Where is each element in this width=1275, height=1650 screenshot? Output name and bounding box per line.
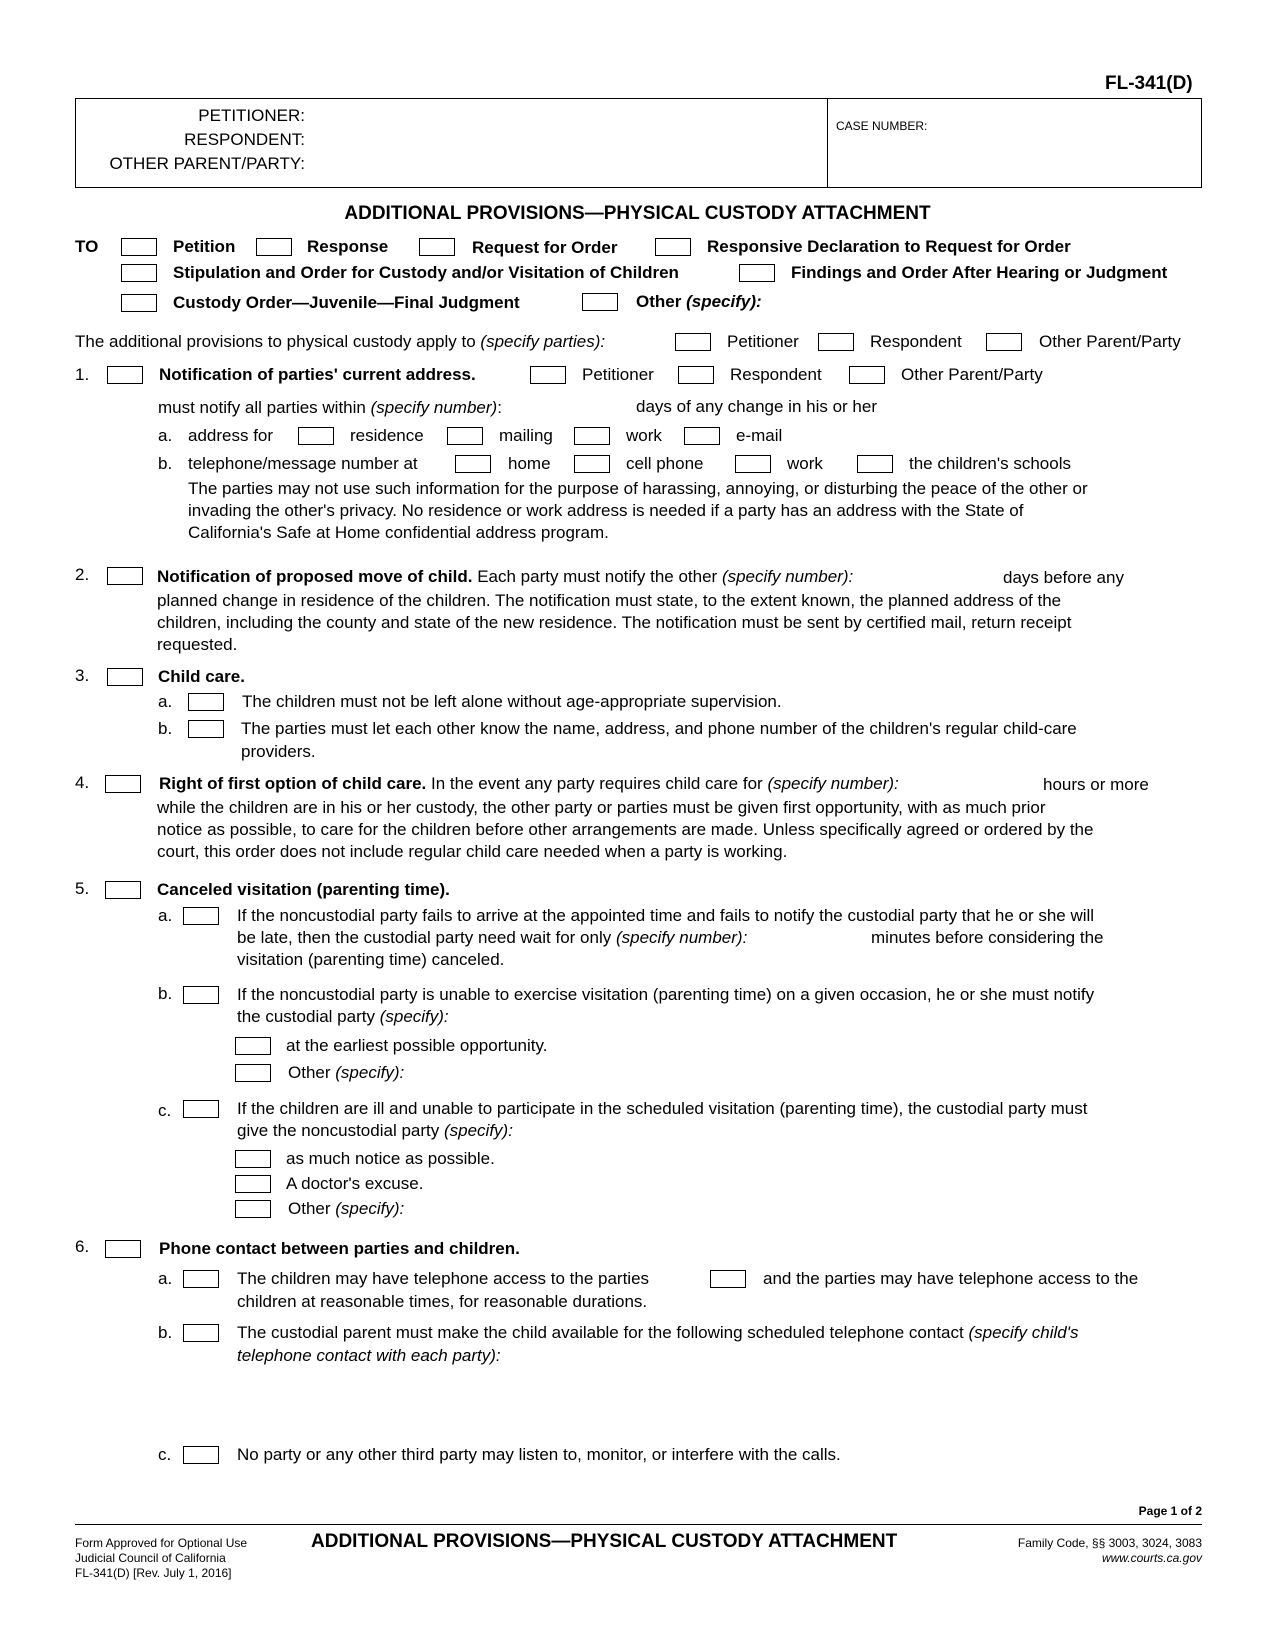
s1-schools-label: the children's schools [909,454,1071,473]
s6-c-label: c. [158,1445,172,1464]
s1-home-checkbox[interactable] [455,455,491,473]
s5-b-label: b. [158,984,173,1003]
s6-b-specify2: telephone contact with each party): [237,1346,501,1365]
s1-para-line2: invading the other's privacy. No residence or work address is needed if a party has an address with the State of [188,501,1024,520]
form-number: FL-341(D) [1105,73,1193,94]
s1-work-address-checkbox[interactable] [574,427,610,445]
s5-b-opt2-specify: (specify): [335,1063,405,1082]
s4-number: 4. [75,773,90,792]
s2-line4: requested. [157,635,238,654]
s5-a-line1: If the noncustodial party fails to arrive at the appointed time and fails to notify the custodial party that he or she will [237,906,1095,925]
s5-a-line2b: minutes before considering the [871,928,1104,947]
s3-b-line2: providers. [241,742,316,761]
s1-other-checkbox[interactable] [849,366,885,384]
s6-b-line1 [237,1322,1078,1344]
s5-b-opt2-label: Other [288,1063,331,1082]
stipulation-label: Stipulation and Order for Custody and/or Visitation of Children [173,263,679,282]
s5-c-opt3-specify: (specify): [335,1199,405,1218]
s1-notify-specify: (specify number) [370,398,498,417]
s6-checkbox[interactable] [105,1240,141,1258]
s2-text1: Each party must notify the other [477,567,718,586]
s1-a-text: address for [188,426,274,445]
s4-checkbox[interactable] [105,775,141,793]
s1-respondent-checkbox[interactable] [678,366,714,384]
s1-email-label: e-mail [736,426,783,445]
footer-right-2: www.courts.ca.gov [1101,1551,1202,1565]
s1-cell-label: cell phone [626,454,704,473]
s4-text2: hours or more [1043,775,1149,794]
s6-b-specify1: (specify child's [968,1323,1079,1342]
s5-b-line2a: the custodial party [237,1007,375,1026]
s5-a-line2a: be late, then the custodial party need wait for only [237,928,612,947]
footer-left-1: Form Approved for Optional Use [75,1536,248,1550]
s6-b-checkbox[interactable] [183,1324,219,1342]
s5-a-line3: visitation (parenting time) canceled. [237,950,505,969]
apply-other-checkbox[interactable] [986,333,1022,351]
s4-line2: while the children are in his or her custody, the other party or parties must be given first opportunity, with as much prior [157,798,1046,817]
petition-checkbox[interactable] [121,238,157,256]
s1-checkbox[interactable] [107,366,143,384]
to-other-label: Other [636,292,682,311]
apply-other-label: Other Parent/Party [1039,332,1181,351]
juvenile-checkbox[interactable] [121,294,157,312]
s1-mailing-label: mailing [499,426,553,445]
responsive-decl-label: Responsive Declaration to Request for Order [707,237,1071,256]
s1-notify-text [158,397,502,419]
s1-para-line3: California's Safe at Home confidential address program. [188,523,609,542]
s4-text1: In the event any party requires child care for [431,774,763,793]
s2-line1 [157,566,853,588]
s6-a-parties-checkbox[interactable] [710,1270,746,1288]
s3-checkbox[interactable] [107,668,143,686]
s5-b-specify: (specify): [379,1007,449,1026]
apply-petitioner-checkbox[interactable] [675,333,711,351]
s6-a-line1b: and the parties may have telephone access to the [763,1269,1139,1288]
s1-b-label: b. [158,454,173,473]
s2-line3: children, including the county and state of the new residence. The notification must be sent by certified mail, return receipt [157,613,1072,632]
s6-a-line1a: The children may have telephone access to the parties [237,1269,650,1288]
s1-home-label: home [508,454,551,473]
s5-c-opt3-checkbox[interactable] [235,1200,271,1218]
s1-work-phone-checkbox[interactable] [735,455,771,473]
s5-a-label: a. [158,906,173,925]
apply-text: The additional provisions to physical custody apply to [75,332,476,351]
s3-b-line1: The parties must let each other know the name, address, and phone number of the children's regular child-care [241,719,1077,738]
s5-c-checkbox[interactable] [183,1100,219,1118]
page-number: Page 1 of 2 [1138,1504,1202,1518]
s1-number: 1. [75,365,90,384]
findings-checkbox[interactable] [739,264,775,282]
responsive-decl-checkbox[interactable] [655,238,691,256]
to-other-specify: (specify): [686,292,762,311]
s4-title: Right of first option of child care. [159,774,427,793]
s5-b-opt2-checkbox[interactable] [235,1064,271,1082]
footer-rule [75,1524,1202,1525]
s1-days-text: days of any change in his or her [636,397,877,416]
s4-line1 [159,773,899,795]
s6-c-checkbox[interactable] [183,1446,219,1464]
s3-b-checkbox[interactable] [188,720,224,738]
s5-b-opt1-label: at the earliest possible opportunity. [286,1036,548,1055]
apply-petitioner-label: Petitioner [727,332,799,351]
rfo-checkbox[interactable] [419,238,455,256]
footer-right-1: Family Code, §§ 3003, 3024, 3083 [1017,1536,1202,1550]
s6-a-label: a. [158,1269,173,1288]
s2-number: 2. [75,565,90,584]
footer-title: ADDITIONAL PROVISIONS—PHYSICAL CUSTODY ATTACHMENT [311,1531,898,1552]
rfo-label: Request for Order [472,238,618,257]
s1-work-address-label: work [626,426,662,445]
s5-c-opt3-group [288,1198,404,1220]
s6-a-checkbox[interactable] [183,1270,219,1288]
footer-left-3: FL-341(D) [Rev. July 1, 2016] [75,1566,232,1580]
s2-title: Notification of proposed move of child. [157,567,473,586]
s2-text2: days before any [1003,568,1124,587]
s1-mailing-checkbox[interactable] [447,427,483,445]
to-other-group [636,291,762,313]
s6-number: 6. [75,1237,90,1256]
juvenile-label: Custody Order—Juvenile—Final Judgment [173,293,520,312]
form-title: ADDITIONAL PROVISIONS—PHYSICAL CUSTODY ATTACHMENT [344,203,931,224]
s5-c-opt3-label: Other [288,1199,331,1218]
s1-schools-checkbox[interactable] [857,455,893,473]
findings-label: Findings and Order After Hearing or Judgment [791,263,1168,282]
s5-b-line1: If the noncustodial party is unable to exercise visitation (parenting time) on a given occasion, he or she must notify [237,985,1095,1004]
s1-cell-checkbox[interactable] [574,455,610,473]
petition-label: Petition [173,237,236,256]
stipulation-checkbox[interactable] [121,264,157,282]
s5-c-opt2-checkbox[interactable] [235,1175,271,1193]
s5-c-specify: (specify): [443,1121,513,1140]
s3-a-label: a. [158,692,173,711]
s5-a-specify: (specify number): [615,928,748,947]
s3-b-label: b. [158,719,173,738]
footer-left-2: Judicial Council of California [75,1551,226,1565]
s5-a-line2 [237,927,747,949]
response-label: Response [307,237,389,256]
s5-checkbox[interactable] [105,881,141,899]
apply-specify: (specify parties): [480,332,606,351]
s1-a-label: a. [158,426,173,445]
s1-notify-colon: : [497,398,502,417]
respondent-label: RESPONDENT: [184,130,305,149]
s2-specify: (specify number): [721,567,854,586]
s3-a-checkbox[interactable] [188,693,224,711]
s5-c-opt1-label: as much notice as possible. [286,1149,495,1168]
s1-residence-checkbox[interactable] [298,427,334,445]
s1-notify-a: must notify all parties within [158,398,366,417]
s6-b-label: b. [158,1323,173,1342]
s5-b-line2 [237,1006,449,1028]
s5-title: Canceled visitation (parenting time). [157,880,450,899]
s5-c-opt2-label: A doctor's excuse. [286,1174,424,1193]
s1-work-phone-label: work [787,454,823,473]
s1-b-text: telephone/message number at [188,454,418,473]
s3-title: Child care. [158,667,245,686]
s2-line2: planned change in residence of the children. The notification must state, to the extent known, the planned address of the [157,591,1062,610]
s1-petitioner-label: Petitioner [582,365,654,384]
to-other-checkbox[interactable] [582,293,618,311]
s5-c-line2a: give the noncustodial party [237,1121,440,1140]
s1-para-line1: The parties may not use such information for the purpose of harassing, annoying, or disturbing the peace of the other or [188,479,1088,498]
to-label: TO [75,237,99,256]
case-number-label: CASE NUMBER: [836,119,928,133]
apply-respondent-label: Respondent [870,332,962,351]
s5-number: 5. [75,879,90,898]
s6-c-text: No party or any other third party may listen to, monitor, or interfere with the calls. [237,1445,841,1464]
s1-petitioner-checkbox[interactable] [530,366,566,384]
s5-c-label: c. [158,1101,172,1120]
s5-c-line2 [237,1120,513,1142]
s5-b-opt2-group [288,1062,404,1084]
s1-respondent-label: Respondent [730,365,822,384]
s1-title: Notification of parties' current address. [159,365,476,384]
s4-line3: notice as possible, to care for the children before other arrangements are made. Unless specifically agreed or ordered by the [157,820,1094,839]
other-parent-label: OTHER PARENT/PARTY: [109,154,305,173]
s4-specify: (specify number): [767,774,899,793]
s2-checkbox[interactable] [107,567,143,585]
s5-b-opt1-checkbox[interactable] [235,1037,271,1055]
s6-b-text: The custodial parent must make the child available for the following scheduled telephone contact [237,1323,964,1342]
s5-b-checkbox[interactable] [183,986,219,1004]
s6-title: Phone contact between parties and children. [159,1239,520,1258]
s1-email-checkbox[interactable] [684,427,720,445]
s4-line4: court, this order does not include regular child care needed when a party is working. [157,842,788,861]
s5-c-line1: If the children are ill and unable to participate in the scheduled visitation (parenting time), the custodial party must [237,1099,1088,1118]
s5-c-opt1-checkbox[interactable] [235,1150,271,1168]
s3-a-text: The children must not be left alone without age-appropriate supervision. [242,692,782,711]
apply-respondent-checkbox[interactable] [818,333,854,351]
s1-other-label: Other Parent/Party [901,365,1043,384]
petitioner-label: PETITIONER: [198,106,305,125]
s6-a-line2: children at reasonable times, for reasonable durations. [237,1292,648,1311]
caption-divider [827,98,828,188]
apply-text-group [75,331,605,353]
s5-a-checkbox[interactable] [183,907,219,925]
response-checkbox[interactable] [256,238,292,256]
s3-number: 3. [75,666,90,685]
s1-residence-label: residence [350,426,424,445]
